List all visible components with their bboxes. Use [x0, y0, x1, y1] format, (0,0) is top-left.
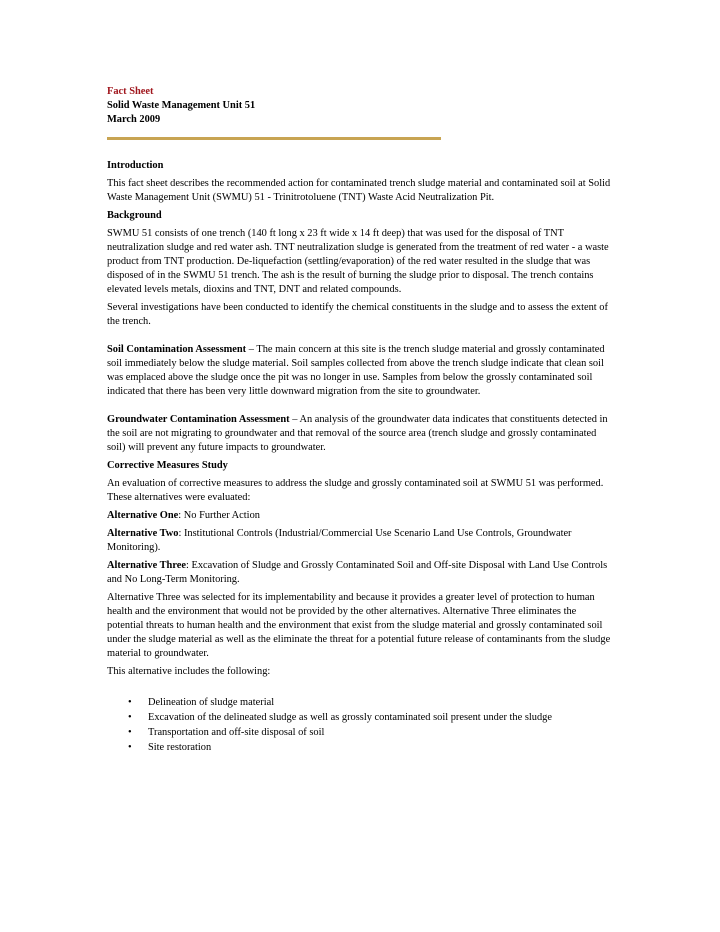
- bullet-icon: •: [128, 712, 132, 723]
- alternative-one-label: Alternative One: [107, 510, 179, 521]
- alternative-two-text: : Institutional Controls (Industrial/Commercial Use Scenario Land Use Controls, Groundwater Monitoring).: [107, 528, 572, 553]
- soil-assessment-paragraph: [107, 343, 615, 399]
- header-divider: [107, 137, 441, 140]
- list-item: [107, 696, 615, 710]
- alternative-three-label: Alternative Three: [107, 560, 186, 571]
- cms-heading: Corrective Measures Study: [107, 460, 228, 471]
- alternative-one-text: : No Further Action: [178, 510, 260, 521]
- spacer: [107, 333, 615, 343]
- introduction-heading: Introduction: [107, 160, 164, 171]
- spacer: [107, 403, 615, 413]
- fact-sheet-page: [107, 85, 615, 756]
- groundwater-assessment-heading: Groundwater Contamination Assessment: [107, 414, 290, 425]
- alternative-one: [107, 509, 615, 523]
- alternative-three-text: : Excavation of Sludge and Grossly Contaminated Soil and Off-site Disposal with Land Use Controls and No Long-Term Monitoring.: [107, 560, 608, 585]
- background-paragraph-2: Several investigations have been conducted to identify the chemical constituents in the sludge and to assess the extent of the trench.: [107, 302, 608, 327]
- background-paragraph-1: SWMU 51 consists of one trench (140 ft long x 23 ft wide x 14 ft deep) that was used for the disposal of TNT neutralization sludge and red water ash. TNT neutralization sludge is generated from the treatment of red water - a waste product from TNT production. De-liquefaction (settling/evaporation) of the red water resulted in the sludge that was disposed of in the SWMU 51 trench. The ash is the result of burning the sludge prior to disposal. The trench contains elevated levels metals, dioxins and TNT, DNT and related compounds.: [107, 228, 609, 295]
- list-item: [107, 741, 615, 755]
- soil-assessment-text: – The main concern at this site is the trench sludge material and grossly contaminated soil immediately below the sludge material. Soil samples collected from above the trench sludge indicate that clean soil was emplaced above the sludge once the pit was no longer in use. Samples from below the grossly contaminated soil indicated that there has been very little downward migration from the site to groundwater.: [107, 344, 605, 397]
- cms-intro: An evaluation of corrective measures to address the sludge and grossly contaminated soil at SWMU 51 was performed. These alternatives were evaluated:: [107, 478, 604, 503]
- includes-paragraph: This alternative includes the following:: [107, 666, 271, 677]
- groundwater-assessment-text: – An analysis of the groundwater data indicates that constituents detected in the soil are not migrating to groundwater and that removal of the source area (trench sludge and grossly contaminated soil) will prevent any future impacts to groundwater.: [107, 414, 608, 453]
- introduction-text: This fact sheet describes the recommended action for contaminated trench sludge material and contaminated soil at Solid Waste Management Unit (SWMU) 51 - Trinitrotoluene (TNT) Waste Acid Neutralization Pit.: [107, 178, 611, 203]
- list-item-text: Delineation of sludge material: [148, 697, 275, 708]
- alternative-three: [107, 559, 615, 587]
- list-item: [107, 726, 615, 740]
- alternative-two-label: Alternative Two: [107, 528, 179, 539]
- publication-date: March 2009: [107, 114, 161, 125]
- list-item-text: Excavation of the delineated sludge as well as grossly contaminated soil present under the sludge: [148, 712, 552, 723]
- list-item-text: Site restoration: [148, 742, 212, 753]
- groundwater-assessment-paragraph: [107, 413, 615, 455]
- soil-assessment-heading: Soil Contamination Assessment: [107, 344, 247, 355]
- alternative-two: [107, 527, 615, 555]
- list-item: [107, 711, 615, 725]
- list-item-text: Transportation and off-site disposal of soil: [148, 727, 325, 738]
- actions-list: [107, 696, 615, 755]
- background-heading: Background: [107, 210, 162, 221]
- bullet-icon: •: [128, 742, 132, 753]
- bullet-icon: •: [128, 727, 132, 738]
- unit-title: Solid Waste Management Unit 51: [107, 100, 256, 111]
- fact-sheet-label: Fact Sheet: [107, 86, 154, 97]
- selection-paragraph: Alternative Three was selected for its implementability and because it provides a greater level of protection to human health and the environment that would not be provided by the other alternatives. Alternative Three eliminates the potential threats to human health and the environment that exist from the sludge material and grossly contaminated soil under the sludge material as well as the eliminate the threat for a potential future release of contaminants from the sludge material to groundwater.: [107, 592, 611, 659]
- bullet-icon: •: [128, 697, 132, 708]
